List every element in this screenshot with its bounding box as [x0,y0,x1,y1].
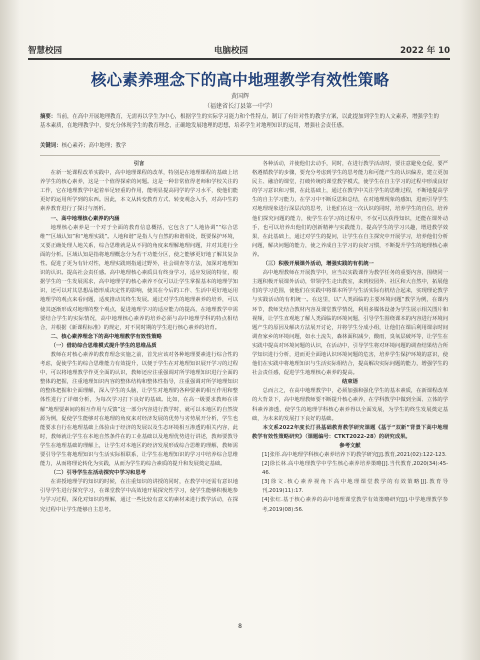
reference-item: [4]张红.基于核心素养的高中地理课堂教学有效策略研究[J].中学地理教学参考,2019(08):56. [262,497,448,513]
subsection-heading: （一）借助综合思维模式提升学生的思维品质 [50,342,157,349]
right-column [252,160,448,615]
reference-item: [1]张彤.高中地理学科核心素养培养下的教学研究[J].教育,2021(02):122-123. [262,452,447,458]
section-heading: 引言 [133,161,145,167]
header-rule [28,58,450,60]
running-header [28,42,450,56]
reference-item: [2]徐长林.高中地理教学中学生核心素养培养策略[J].当代教育,2020(34):45-46. [262,461,448,477]
left-column [40,160,238,615]
keywords-label: 关键词： [40,143,62,149]
abstract [40,113,440,131]
paragraph: 总而言之，在高中地理教学中，必须加强和强化学生的基本素质，在新课程改革的大背景下，高中地理教师要不断提升核心素养，在学科教学中做到全面、立体的学科素养渗透，使学生的地理学科核心素养得以全面发展，为学生的终生发展奠定基础，为未来的发展打下良好的基础。 [252,388,448,422]
paragraph: 地理核心素养是一个对于全面的教育信息概括，它包含了“人地协调”“综合思维”“区域认知”和“地理实践”。人地和谐”是指人与自然的和谐相处，既要保护环境，又要正确处理人地关系，综合思维就是从不同的角度来理解地理问题，并对其进行全面的分析。区域认知是指将地理概念分为若干功能分区，使之能够更好地了解其复杂性。促进了更为有针对性，地理实践则指通过野外，社会调查等方法，加深对地理知识的认识。提高社会责任感。高中地理核心素质具有终身学习，适应发展的特征，根据学生的一生发展需求，高中地理学的核心素养不仅可以让学生掌握基本的地理学知识，还可以对其思想品德形成决定性的影响，使其在今后的工作、生活中更好地运用地理学的观点来看问题，适度推动其终生发展。通过对学生的地理素养的培养，可以使其逐渐形成对地理的整个观点，促进地理学习的适应能力的提高，在地理教学中需要结合学生的实际情况，高中地理核心素养的培养必须与高中地理学科的特点相结合，并根据《新课程标准》的规定，对不同时期的学生进行核心素养的培育。 [40,224,238,331]
page-number: 8 [238,623,242,630]
reference-item: [3]徐文.核心素养视角下高中地理课堂教学的有效策略[J].教育导刊,2019(11):17. [262,479,448,495]
keywords-text: 核心素养；高中地理；教学 [61,143,127,149]
abstract-divider [40,155,440,156]
article-affiliation: （福建省长汀县第一中学） [203,103,276,110]
paragraph: 高中地理教师在开展教学中，应当以实践课作为教学任务的重要内容，围绕同一主题积极开展课外活动，带领学生走出教室，来到校园外、社区和大自然中，拓展他们的学习范围，使他们在实践中将课本所学与生活实际有机结合起来，实现理论教学与实践活动的有机统一。在这里，以“人类面临的主要环境问题”教学为例，在课内环节，教师先结合教材内容及课堂教学情况，利用多媒体设备为学生展示相关图片和视频，让学生直观地了解人类面临的环境问题，引导学生围绕课本的内容进行环境问题产生的原因及解决方法展开讨论，并将学生分成小组，让他们在课后利用课余时间调查家乡的环境问题，如水土流失，森林面积减少，酸雨，臭氧层破坏等，让学生在实践中提高对环境问题的认识，在活动中，引导学生将对环境问题的调查结果结合所学知识进行分析，进而更全面地认识环境问题的危害，培养学生保护环境的意识，使他们在实践中将地理知识与生活实际相结合，提高解决实际问题的能力，增强学生的社会责任感，促进学生地理核心素养的提高。 [252,270,448,377]
paragraph: 在新一轮课程改革实践中，高中地理课程的改革，特别是在地理课程的基础上培养学生的核心素养，这是一个值得探索的问题。这是一种非常值得老师和学校关注的工作，它在地理教学中起着举足轻重的作用，能明显提高同学的学习水平，使他们能更好的运用所学到的东西。因此，本文从转变教育方式、转变观念入手，对高中生的素养教育进行了探讨与剖析。 [40,170,238,213]
header-center: 电脑校园 [214,46,249,56]
paragraph: 在讲授地理学的知识的时候，在注重知识的讲授的同时，在教学中还需有意识地引导学生进行探究学习，在课堂教学中高效地开展探究性学习，使学生能够积极地参与学习过程，深化对知识的理解，通过一些比较有意义的素材来进行教学活动，在探究过程中让学生能够自主思考。 [40,479,238,513]
paragraph: 教师在对核心素养的教育理念实施之前，首先应该对各种地理要素进行综合性的考虑，促使学生的综合思维能力有效提升，以便于学生在对地理知识展开学习的过程中，可以将地理教学作更全面的认识，教师还应注重强调对所学地理知识进行全面的整体的把握，注重地理知识内容的整体结构和整体性指导，注重强调对所学地理知识的整体把握和全面理解，深入学生的头脑，让学生对地理的各种要素的相互作用和整体性进行了详细分析，为每次学习打下良好的基础。比如，在高一级要求教师在讲解“地理要素间的相互作用与反馈”这一部分内容进行教学时，就可以本地区的自然资源为例，促使学生能够对在地理的角度来对经济发展的优势与劣势展开分析，学生也能要求自行在地理基础上体验由于经济的发展以及生态环境相互渗透的相关内容，此时，教师就让学生在本地自然条件在的工业基础以及地理优势进行讲述，教师要教导学生在地理基础的理解上，让学生对本地区的经济发展形成综合思维的理解，教师需要引导学生将地理知识与生活实际相联系，让学生在地理知识的学习中培养综合思维能力，从而将理论转化为实践，从而为学生的综合素质的提升和发展奠定基础。 [40,351,238,468]
abstract-label: 摘要： [40,114,57,120]
section-heading: 结束语 [342,379,358,386]
article-title: 核心素养理念下的高中地理教学有效性策略 [90,71,390,89]
paragraph: 各种活动，并使他们去动手，同时，在进行教学活动时，要注意避免仓促，要严格遵循教学的步骤，要充分考虑到学生的思考能力和可能产生的认识偏差，建立更加民主、融洽的课堂，打破传统的课堂教学模式，使学生在自主学习的过程中形成良好的学习意识和习惯，在此基础上，通过在教学中关注学生的思维过程，不断地提高学生的自主学习能力，在学习中不断反思和总结，在对地理现象的感知，进而引导学生对地理现象进行深层次的思考，让他们在这一次认识的同时，培养学生的自信，培养他们探究问题的能力，使学生在学习的过程中，不仅可以获得知识，还能在课外动手，也可以培养出他们的创新精神与实践能力，提高学生的学习兴趣，增进教学效果，在此基础上，通过对学生的提问，让学生在自主探究中开展学习，培养他们分析问题，解决问题的能力，使之养成自主学习的良好习惯，不断提升学生的地理核心素养。 [252,161,448,258]
section-heading: 参考文献 [339,442,361,449]
article-author: 黄国辉 [230,93,249,100]
subsection-heading: 二、核心素养理念下的高中地理教学有效性策略 [50,333,162,340]
funding-note: 本文系2022年度长汀县基础教育教学研究课题《基于“双新”背景下高中地理教学有效性策略研究》（课题编号：CTKT2022-28）的研究成果。 [252,424,448,440]
header-right: 2022 年 10 [400,46,450,56]
subsection-heading: 一、高中地理核心素养的内涵 [50,215,120,222]
abstract-text: 当前，在高中开展地理教育，无需再以学生为中心，根据学生的实际学习能力和个性特点，制订了有针对性的教学方案，以此提加到学生的人文素养，增强学生的基本素质，在地理教学中，要充分体现学生的教育理念，正确地发展地理的思想，培养学生对地理知识的运用，增强社会责任感。 [40,114,439,129]
header-left: 智慧校园 [28,46,63,56]
subsection-heading: （二）引导学生在活动探究中学习和思考 [50,470,146,477]
subsection-heading: （三）积极开展课外活动，增强实践的有机统一 [262,261,374,268]
keywords [40,142,440,151]
